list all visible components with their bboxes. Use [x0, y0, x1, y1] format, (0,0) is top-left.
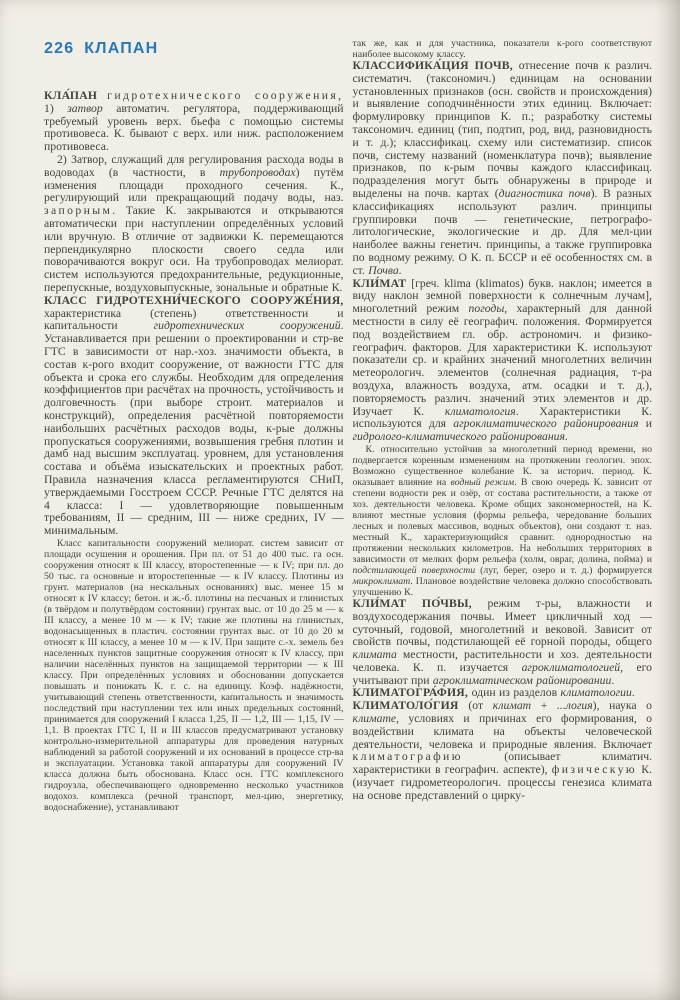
text-run: [греч. klima (klimatos) букв. наклон; имеется в виду наклон земной поверхности к солнечным лучам], многолетний режим: [352, 276, 652, 316]
text-run: .: [611, 673, 615, 687]
entry-klimatologiya: [353, 700, 653, 802]
letterspaced-term: физическую: [551, 763, 638, 777]
entry-klimat: [353, 278, 653, 598]
paragraph: [353, 38, 653, 60]
italic-term: агроклиматологией: [521, 660, 621, 674]
italic-term: диагностика почв: [498, 186, 591, 200]
right-column: [353, 38, 653, 813]
text-run: К. (изучает гидрометеорологич. процессы генезиса климата на основе представлений о цирку-: [352, 763, 653, 802]
text-run: так же, как и для участника, показатели к-рого соответствуют наиболее высокому классу.: [352, 38, 652, 60]
left-column: [44, 38, 344, 813]
entry-klapan: [44, 90, 344, 295]
italic-term: климатология: [444, 404, 516, 418]
text-run: .: [631, 686, 635, 700]
running-head: [44, 40, 344, 58]
italic-term: климате: [352, 712, 397, 726]
paragraph: [353, 700, 653, 802]
headword: КЛИ́МАТ ПО́ЧВЫ,: [352, 596, 488, 610]
text-run: автоматич. регулятора, поддерживающий требуемый уровень верх. бьефа с помощью системы противовеса. К. бывают с верх. или ниж. расположением противовеса.: [44, 101, 344, 154]
entry-klimat-pochvy: [353, 598, 653, 688]
paragraph: [353, 60, 653, 278]
text-run: (описывает климатич. характеристики в географич. аспекте),: [352, 750, 652, 777]
headword: КЛАССИФИКА́ЦИЯ ПОЧВ,: [352, 59, 519, 72]
paragraph: [44, 90, 344, 154]
paragraph: [353, 598, 653, 688]
italic-term: агроклиматического районирования: [453, 417, 639, 431]
page-number: 226: [44, 40, 75, 57]
text-run: ), наука о: [592, 699, 652, 713]
running-head-title: КЛАПАН: [84, 40, 159, 57]
entry-klass-gts-continuation: [353, 38, 653, 60]
text-run: характеристика (степень) ответственности и капитальности: [44, 306, 344, 333]
paragraph: [44, 154, 344, 295]
headword: КЛИ́МАТ: [352, 276, 412, 290]
italic-term: трубопроводах: [219, 165, 296, 179]
letterspaced-term: запорным: [44, 204, 113, 218]
italic-term: погоды: [468, 302, 505, 316]
text-run: +: [531, 699, 557, 713]
text-run: , его учитывают при: [352, 660, 652, 687]
headword: КЛИМАТОЛО́ГИЯ: [352, 699, 469, 713]
text-run: 2) Затвор, служащий для регулирования расхода воды в водоводах (в частности, в: [44, 152, 344, 179]
italic-term: климатологии: [560, 686, 632, 700]
right-column-entries: [353, 38, 653, 803]
italic-term: гидротехнических сооружений: [153, 319, 341, 333]
text-run: отнесение почв к различ. систематич. (таксономич.) единицам на основании установленных признаков (осн. свойств и происхождения) и выявление соподчинённости этих единиц. Включает: формулировку принципов К. п.; разработку системы таксономич. единиц (тип, подтип, род, вид, разновидность и т. д.); классификац. схему или систематизир. список почв, систему названий (номенклатура почв); выявление признаков, по к-рым почвы каждого классификац. подразделения могут быть обнаружены в природе и выделены на почв. картах (: [352, 59, 652, 200]
text-run: . Характеристики К. используются для: [352, 404, 653, 431]
text-run: . Такие К. закрываются и открываются автоматически при наступлении определённых условий или вручную. В отличие от задвижки К. перемещаются перпендикулярно плоскости своего седла или поворачиваются вокруг оси. На трубопроводах мелиорат. систем используются предохранительные, редукционные, перепускные, воздуховыпускные, зональные и обратные К.: [44, 204, 344, 294]
italic-term: ...логия: [556, 699, 593, 713]
text-run: .: [398, 263, 402, 277]
text-run: К. относительно устойчив за многолетний период времени, но подвергается коренным изменениям на протяжении геологич. эпох. Возможно существенное колебание К. за историч. период. К. оказывает влияние на: [352, 443, 652, 488]
text-run: (от: [468, 699, 493, 713]
text-run: . Плановое воздействие человека должно способствовать улучшению К.: [352, 575, 652, 598]
letterspaced-term: климатографию: [352, 750, 463, 764]
italic-term: подстилающей поверхности: [352, 564, 476, 576]
entry-klassifikaciya-pochv: [353, 60, 653, 278]
text-run: .: [564, 430, 568, 444]
paragraph: [44, 295, 344, 538]
text-run: местности, растительности и хоз. деятельности человека. К. п. изучается: [352, 648, 652, 674]
italic-term: климат: [492, 699, 532, 713]
text-run: ). В разных классификациях используют различ. принципы группировки почв — генетические, петрографо-литологические, экологические и др. Для мел-ции наиболее важны генетич. принципы, а также группировка по водному режиму. О К. п. БССР и её особенностях см. в ст.: [352, 186, 653, 277]
italic-term: микроклимат: [352, 575, 411, 587]
text-run: . Устанавливается при решении о проектировании и стр-ве ГТС в зависимости от нар.-хоз. значимости объекта, в состав к-рого входит сооружение, от важности ГТС для объекта и срока его службы. Необходим для определения коэффициентов при расчётах на прочность, устойчивость и долговечность (при выборе строит. материалов и конструкций), определения расчётной повторяемости наибольших расчётных расходов воды, к-рые должны пропускаться сооружениями, возвышения гребня плотин и дамб над высшим эксплуатац. уровнем, для установления состава и объёма изыскательских и проектных работ. Правила назначения класса регламентируются СНиП, утверждаемыми Госстроем СССР. Речные ГТС делятся на 4 класса: I — удовлетворяющие повышенным требованиям, II — средним, III — ниже средних, IV — минимальным.: [44, 319, 344, 538]
letterspaced-term: гидротехнического сооружения,: [107, 89, 344, 102]
text-run: ) путём изменения площади проходного сечения. К., регулирующий или прекращающий подачу воды, наз.: [44, 165, 344, 205]
entry-klass-gidrotehnicheskogo-sooruzheniya: [44, 295, 344, 813]
italic-term: климата: [352, 648, 397, 662]
text-run: , условиях и причинах его формирования, о воздействии климата на объекты человеческой деятельности, человека и природные явления. Включает: [352, 712, 652, 751]
text-run: 1): [44, 101, 68, 115]
left-column-entries: [44, 90, 344, 813]
text-run: режим т-ры, влажности и воздухосодержания почвы. Имеет цикличный ход — суточный, годовой, многолетний и вековой. Зависит от свойств почвы, подстилающей её горной породы, общего: [352, 596, 652, 649]
text-run: (луг, берег, озеро и т. д.) формируется: [475, 564, 652, 576]
italic-term: водный режим: [450, 476, 515, 488]
paragraph: [353, 278, 653, 444]
headword: КЛАСС ГИДРОТЕХНИ́ЧЕСКОГО СООРУЖЕ́НИЯ,: [44, 293, 344, 307]
text-run: один из разделов: [471, 686, 561, 700]
text-run: , характерный для данной местности в силу её географич. положения. Формируется под воздействием гл. обр. астрономич. и физико-географич. факторов. Для характеристики К. используют показатели ср. и крайних значений многолетних величин метеорологич. элементов (солнечная радиация, т-ра воздуха, влажность воздуха, атм. осадки и т. д.), повторяемость различ. значений этих элементов и др. Изучает К.: [352, 302, 652, 418]
headword: КЛИМАТОГРА́ФИЯ,: [352, 686, 472, 700]
text-run: и: [638, 417, 653, 431]
italic-term: агроклиматическом районировании: [432, 673, 612, 687]
paragraph: [44, 538, 344, 813]
paragraph: [353, 444, 653, 598]
text-run: . В свою очередь К. зависит от степени водности рек и озёр, от состава растительности, а также от хоз. деятельности человека. Кроме общих закономерностей, на К. влияют местные условия (формы рельефа, чередование больших лесных и полевых массивов, водных объектов), они создают т. наз. местный К., характеризующийся сравнит. однородностью на протяжении нескольких километров. На небольших территориях в зависимости от мелких форм рельефа (холм, овраг, долина, пойма) и: [352, 476, 653, 565]
italic-term: Почва: [368, 263, 399, 277]
page-content: [44, 38, 652, 813]
text-run: Класс капитальности сооружений мелиорат. систем зависит от площади осушения и орошения. При пл. от 51 до 400 тыс. га осн. сооружения относят к III классу, второстепенные — к IV; при пл. до 50 тыс. га основные и второстепенные — к IV классу. Плотины из грунт. материалов (на нескальных основаниях) выс. менее 15 м относят к IV классу; бетон. и ж.-б. плотины на песчаных и глинистых (в твёрдом и полутвёрдом состоянии) грунтах выс. от 10 до 25 м — к III классу, а менее 10 м — к IV; такие же плотины на глинистых, водонасыщенных в пластич. состоянии грунтах выс. от 10 до 20 м относят к III классу, а менее 10 м — к IV. При защите с.-х. земель без населенных пунктов защитные сооружения относят к IV классу, при наличии населённых пунктов на защищаемой территории — к III классу. При определённых условиях и обосновании допускается повышать и понижать К. г. с. на единицу. Коэф. надёжности, учитывающий степень ответственности, капитальность и значимость последствий при наступлении тех или иных предельных состояний, принимается для сооружений I класса 1,25, II — 1,2, III — 1,15, IV — 1,1. В проектах ГТС I, II и III классов предусматривают установку контрольно-измерительной аппаратуры для проведения натурных наблюдений за работой сооружений и их оснований в процессе стр-ва и эксплуатации. Установка такой аппаратуры для сооружений IV класса должна быть обоснована. Класс осн. ГТС комплексного гидроузла, обеспечивающего одновременно несколько участников водохоз. комплекса (речной транспорт, мел-цию, энергетику, водоснабжение), устанавливают: [44, 537, 344, 813]
headword: КЛА́ПАН: [44, 89, 108, 102]
italic-term: гидролого-климатического районирования: [352, 430, 565, 444]
italic-term: затвор: [67, 101, 103, 115]
